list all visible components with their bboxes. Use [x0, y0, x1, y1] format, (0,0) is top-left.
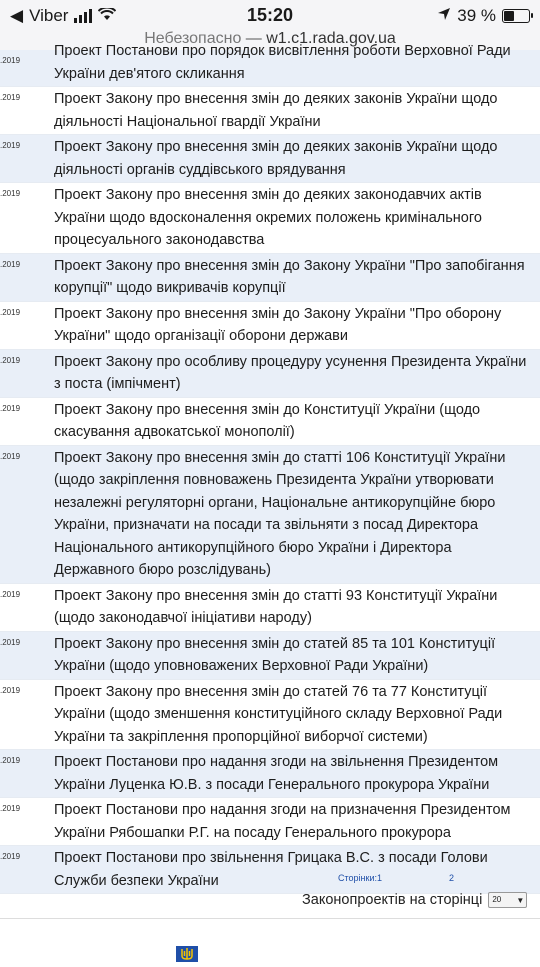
row-title[interactable]: Проект Закону про особливу процедуру усунення Президента України з поста (імпічмент) [54, 353, 527, 392]
table-row[interactable] [0, 302, 540, 350]
chevron-down-icon: ▼ [516, 896, 525, 905]
row-title[interactable]: Проект Постанови про надання згоди на звільнення Президентом України Луценка Ю.В. з посади Генерального прокурора України [54, 754, 499, 793]
row-title[interactable]: Проект Закону про внесення змін до Закону України "Про запобігання корупції" щодо викривачів корупції [54, 257, 525, 296]
location-arrow-icon [437, 6, 451, 26]
row-date: .2019 [0, 637, 21, 647]
row-date: .2019 [0, 804, 21, 813]
table-row[interactable] [0, 632, 540, 680]
row-title[interactable]: Проект Закону про внесення змін до Закону України "Про оборону України" щодо організації оборони держави [54, 305, 502, 344]
table-row[interactable] [0, 750, 540, 798]
row-title[interactable]: Проект Закону про внесення змін до статті 106 Конституції України (щодо закріплення повноважень Президента України утворювати незалежні регуляторні органи, Національне антикорупційне бюро України, призначати на посади та звільняти з посад Директора Національного антикорупційного бюро України і Директора Державного бюро розслідувань) [54, 449, 506, 578]
row-date: .2019 [0, 403, 21, 413]
row-title[interactable]: Проект Постанови про надання згоди на призначення Президентом України Рябошапки Р.Г. на посаду Генерального прокурора [54, 802, 511, 841]
bills-list [0, 43, 540, 894]
table-row[interactable] [0, 43, 540, 87]
row-date: .2019 [0, 355, 21, 365]
footer-divider [0, 918, 540, 919]
row-title[interactable]: Проект Постанови про звільнення Грицака В.С. з посади Голови Служби безпеки України [54, 850, 488, 889]
row-title[interactable]: Проект Закону про внесення змін до деяких законів України щодо діяльності органів суддівського врядування [54, 139, 498, 178]
battery-icon [502, 9, 530, 23]
table-row[interactable] [0, 254, 540, 302]
row-date: .2019 [0, 141, 21, 150]
pagination-page-2[interactable]: 2 [449, 873, 455, 883]
table-row[interactable] [0, 350, 540, 398]
row-date: .2019 [0, 852, 21, 861]
status-app: Viber [29, 6, 69, 25]
row-date: .2019 [0, 259, 21, 269]
row-date: .2019 [0, 56, 21, 65]
row-title[interactable]: Проект Закону про внесення змін до Конституції України (щодо скасування адвокатської монополії) [54, 401, 481, 440]
table-row[interactable] [0, 798, 540, 846]
row-date: .2019 [0, 756, 21, 765]
row-title[interactable]: Проект Закону про внесення змін до статей 76 та 77 Конституції України (щодо зменшення конституційного складу Верховної Ради України та закріплення пропорційної виборчої системи) [54, 683, 503, 745]
per-page-select[interactable] [488, 892, 527, 908]
table-row[interactable] [0, 135, 540, 183]
table-row[interactable] [0, 584, 540, 632]
per-page-value: 20 [492, 895, 502, 904]
row-title[interactable]: Проект Закону про внесення змін до статей 85 та 101 Конституції України (щодо уповноважених Верховної Ради України) [54, 635, 496, 674]
url-separator: — [245, 30, 262, 47]
per-page-label: Законопроектів на сторінці [302, 892, 483, 908]
table-row[interactable] [0, 680, 540, 751]
row-date: .2019 [0, 451, 21, 461]
table-row[interactable] [0, 183, 540, 254]
security-label: Небезопасно [144, 30, 242, 47]
battery-fill [504, 11, 514, 21]
row-date: .2019 [0, 589, 21, 599]
per-page-control [302, 892, 527, 908]
chevron-left-icon: ◀ [10, 6, 24, 25]
row-title[interactable]: Проект Закону про внесення змін до статті 93 Конституції України (щодо законодавчої ініціативи народу) [54, 587, 498, 626]
url-domain: w1.c1.rada.gov.ua [266, 30, 396, 47]
status-right [437, 6, 530, 26]
row-date: .2019 [0, 189, 21, 198]
row-title[interactable]: Проект Постанови про порядок висвітлення роботи Верховної Ради України дев'ятого скликання [54, 43, 511, 82]
table-row[interactable] [0, 398, 540, 446]
row-date: .2019 [0, 307, 21, 317]
table-row[interactable] [0, 846, 540, 894]
row-title[interactable]: Проект Закону про внесення змін до деяких законодавчих актів України щодо вдосконалення окремих положень кримінального процесуального законодавства [54, 187, 482, 248]
table-row[interactable] [0, 87, 540, 135]
row-date: .2019 [0, 93, 21, 102]
row-title[interactable]: Проект Закону про внесення змін до деяких законів України щодо діяльності Національної гвардії України [54, 91, 498, 130]
status-bar [0, 0, 540, 30]
status-time: 15:20 [246, 5, 294, 25]
table-row[interactable] [0, 446, 540, 584]
pagination-label: Сторінки:1 [338, 873, 382, 883]
row-date: .2019 [0, 685, 21, 695]
battery-percent: 39 % [457, 6, 496, 25]
